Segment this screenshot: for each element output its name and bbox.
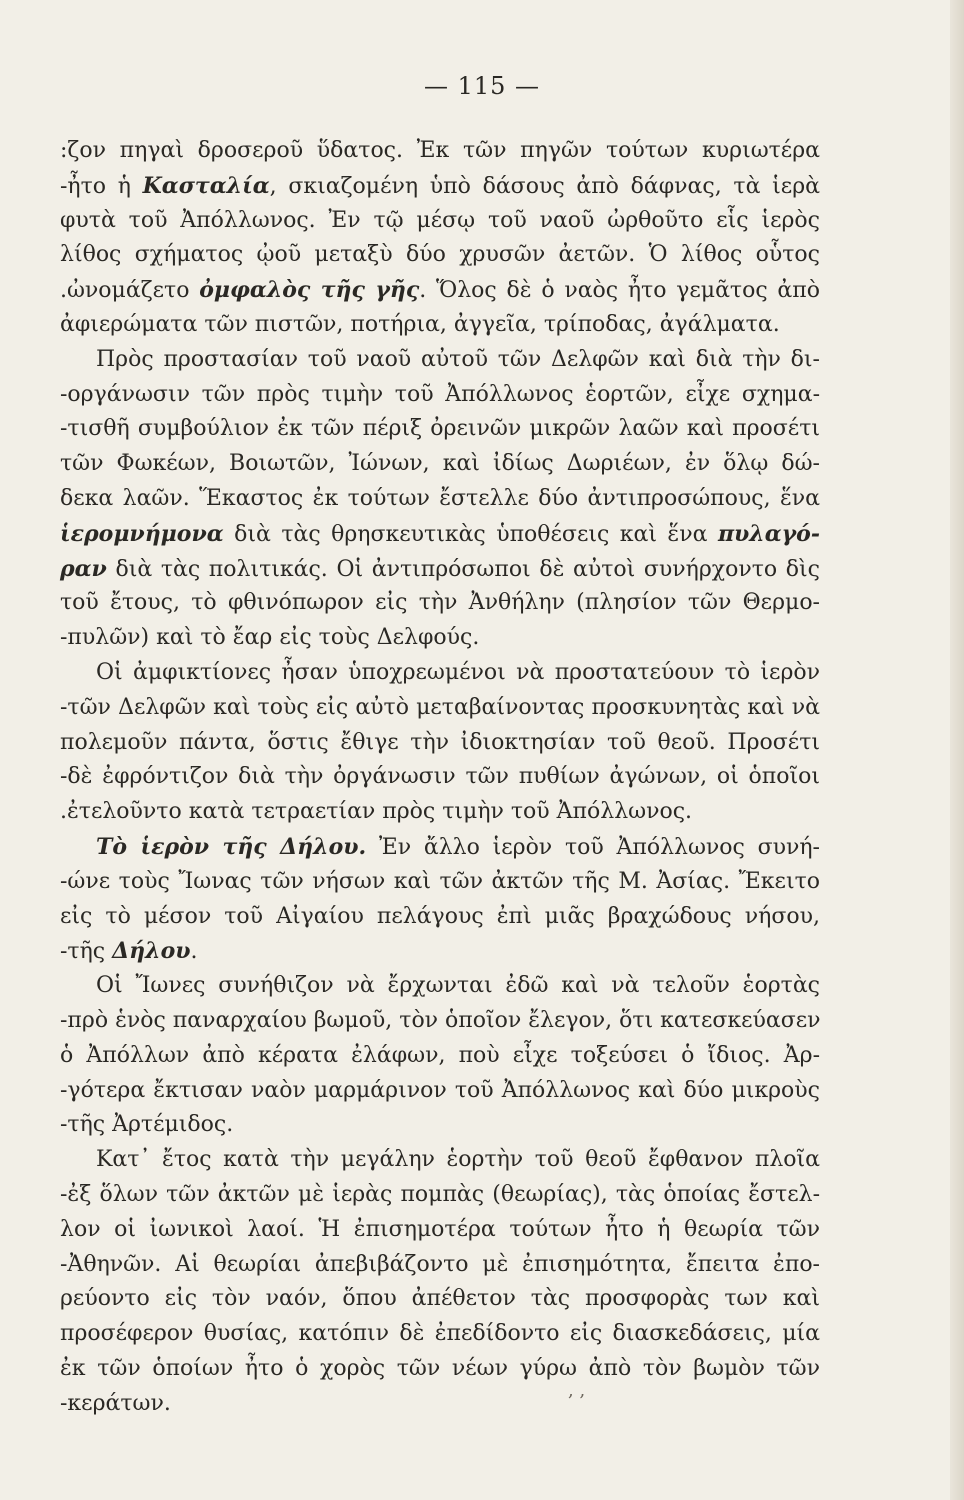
text-segment: ὁ Ἀπόλλων ἀπὸ κέρατα ἐλάφων, ποὺ εἶχε τοξεύσει ὁ ἴδιος. Ἀρ- [60,1042,820,1068]
text-line [60,1387,820,1422]
text-segment: -τισθῆ συμβούλιον ἐκ τῶν πέριξ ὀρεινῶν μικρῶν λαῶν καὶ προσέτι [60,416,820,442]
text-segment: . Ὅλος δὲ ὁ ναὸς ἦτο γεμᾶτος ἀπὸ [419,278,820,304]
bold-term: Τὸ ἱερὸν τῆς Δήλου. [96,833,367,860]
text-line [60,552,820,587]
text-segment: -πυλῶν) καὶ τὸ ἔαρ εἰς τοὺς Δελφούς. [60,625,480,651]
text-segment: -τῶν Δελφῶν καὶ τοὺς εἰς αὐτὸ μεταβαίνοντας προσκυνητὰς καὶ νὰ [60,694,820,720]
text-segment: τοῦ ἔτους, τὸ φθινόπωρον εἰς τὴν Ἀνθήλην (πλησίον τῶν Θερμο- [60,590,820,616]
text-segment: φυτὰ τοῦ Ἀπόλλωνος. Ἐν τῷ μέσῳ τοῦ ναοῦ ὠρθοῦτο εἷς ἱερὸς [60,207,820,233]
text-segment: -οργάνωσιν τῶν πρὸς τιμὴν τοῦ Ἀπόλλωνος ἑορτῶν, εἶχε σχημα- [60,381,820,407]
text-line [60,378,820,413]
text-segment: ἐκ τῶν ὁποίων ἦτο ὁ χορὸς τῶν νέων γύρω ἀπὸ τὸν βωμὸν τῶν [60,1355,820,1381]
text-line [60,169,820,204]
text-segment: , σκιαζομένη ὑπὸ δάσους ἀπὸ δάφνας, τὰ ἱερὰ [269,173,820,199]
text-segment: ρεύοντο εἰς τὸν ναόν, ὅπου ἀπέθετον τὰς προσφορὰς των καὶ [60,1286,820,1312]
text-line [60,691,820,726]
body-text [60,134,820,1421]
stray-ink-mark: , , [568,1380,586,1401]
text-line [60,830,820,865]
text-segment: διὰ τὰς θρησκευτικὰς ὑποθέσεις καὶ ἕνα [223,521,718,547]
text-segment: -τῆς [60,939,113,965]
text-segment: Κατ᾿ ἔτος κατὰ τὴν μεγάλην ἑορτὴν τοῦ θεοῦ ἔφθανον πλοῖα [96,1147,820,1173]
text-line [60,656,820,691]
text-segment: τῶν Φωκέων, Βοιωτῶν, Ἰώνων, καὶ ἰδίως Δωριέων, ἐν ὅλῳ δώ- [60,451,820,477]
text-line [60,1143,820,1178]
text-line [60,517,820,552]
bold-term: ἱερομνήμονα [60,520,224,547]
text-segment: Οἱ Ἴωνες συνήθιζον νὰ ἔρχωνται ἐδῶ καὶ νὰ τελοῦν ἑορτὰς [96,973,820,999]
bold-term: Δήλου [112,938,191,965]
text-segment: .ὠνομάζετο [60,278,200,304]
text-line [60,586,820,621]
text-segment: λον οἱ ἰωνικοὶ λαοί. Ἡ ἐπισημοτέρα τούτων ἦτο ἡ θεωρία τῶν [60,1216,820,1242]
text-line [60,447,820,482]
text-segment: εἰς τὸ μέσον τοῦ Αἰγαίου πελάγους ἐπὶ μιᾶς βραχώδους νήσου, [60,903,820,929]
text-segment: λίθος σχήματος ᾠοῦ μεταξὺ δύο χρυσῶν ἀετῶν. Ὁ λίθος οὗτος [60,242,820,268]
text-line [60,412,820,447]
text-segment: -κεράτων. [60,1390,171,1416]
text-segment: -δὲ ἐφρόντιζον διὰ τὴν ὀργάνωσιν τῶν πυθίων ἀγώνων, οἱ ὁποῖοι [60,764,820,790]
bold-term: Κασταλία [142,172,270,199]
bold-term: πυλαγό- [717,520,820,547]
text-segment: -ώνε τοὺς Ἴωνας τῶν νήσων καὶ τῶν ἀκτῶν τῆς Μ. Ἀσίας. Ἔκειτο [60,868,820,894]
bold-term: ραν [60,555,107,582]
text-line [60,1004,820,1039]
text-line [60,273,820,308]
text-segment: .ἐτελοῦντο κατὰ τετραετίαν πρὸς τιμὴν τοῦ Ἀπόλλωνος. [60,799,693,825]
text-line [60,1352,820,1387]
text-line [60,1074,820,1109]
text-line [60,204,820,239]
bold-term: ὀμφαλὸς τῆς γῆς [199,277,420,304]
text-segment: διὰ τὰς πολιτικάς. Οἱ ἀντιπρόσωποι δὲ αὐτοὶ συνήρχοντο δὶς [106,556,820,582]
text-segment: -τῆς Ἀρτέμιδος. [60,1112,234,1138]
text-line [60,482,820,517]
text-segment: Ἐν ἄλλο ἱερὸν τοῦ Ἀπόλλωνος συνή- [366,834,820,860]
text-line [60,621,820,656]
text-line [60,1213,820,1248]
text-segment: . [190,939,198,965]
text-line [60,238,820,273]
text-segment: δεκα λαῶν. Ἕκαστος ἐκ τούτων ἔστελλε δύο ἀντιπροσώπους, ἕνα [60,485,820,511]
text-line [60,795,820,830]
text-line [60,865,820,900]
text-line [60,726,820,761]
text-line [60,134,820,169]
text-segment: -πρὸ ἑνὸς παναρχαίου βωμοῦ, τὸν ὁποῖον ἔλεγον, ὅτι κατεσκεύασεν [60,1007,821,1033]
text-segment: -ἐξ ὅλων τῶν ἀκτῶν μὲ ἱερὰς πομπὰς (θεωρίας), τὰς ὁποίας ἔστελ- [60,1181,820,1207]
text-segment: προσέφερον θυσίας, κατόπιν δὲ ἐπεδίδοντο εἰς διασκεδάσεις, μία [60,1321,820,1347]
page-edge [950,0,964,1500]
text-line [60,760,820,795]
text-line [60,1108,820,1143]
text-line [60,900,820,935]
text-line [60,1317,820,1352]
text-segment: -Ἀθηνῶν. Αἱ θεωρίαι ἀπεβιβάζοντο μὲ ἐπισημότητα, ἔπειτα ἐπο- [60,1251,820,1277]
text-line [60,1248,820,1283]
text-line [60,1178,820,1213]
text-segment: πολεμοῦν πάντα, ὅστις ἔθιγε τὴν ἰδιοκτησίαν τοῦ θεοῦ. Προσέτι [60,729,820,755]
text-segment: Πρὸς προστασίαν τοῦ ναοῦ αὐτοῦ τῶν Δελφῶν καὶ διὰ τὴν δι- [96,346,820,372]
text-line [60,1039,820,1074]
text-segment: ἀφιερώματα τῶν πιστῶν, ποτήρια, ἀγγεῖα, τρίποδας, ἀγάλματα. [60,311,780,337]
text-segment: :ζον πηγαὶ δροσεροῦ ὕδατος. Ἐκ τῶν πηγῶν τούτων κυριωτέρα [60,138,820,163]
text-segment: -ἦτο ἡ [60,173,143,199]
text-line [60,343,820,378]
page-number: — 115 — [423,72,541,100]
text-line [60,1282,820,1317]
text-segment: -γότερα ἔκτισαν ναὸν μαρμάρινον τοῦ Ἀπόλλωνος καὶ δύο μικροὺς [60,1077,820,1103]
text-line [60,308,820,343]
text-line [60,934,820,969]
text-line [60,969,820,1004]
text-segment: Οἱ ἀμφικτίονες ἦσαν ὑποχρεωμένοι νὰ προστατεύουν τὸ ἱερὸν [96,659,820,685]
